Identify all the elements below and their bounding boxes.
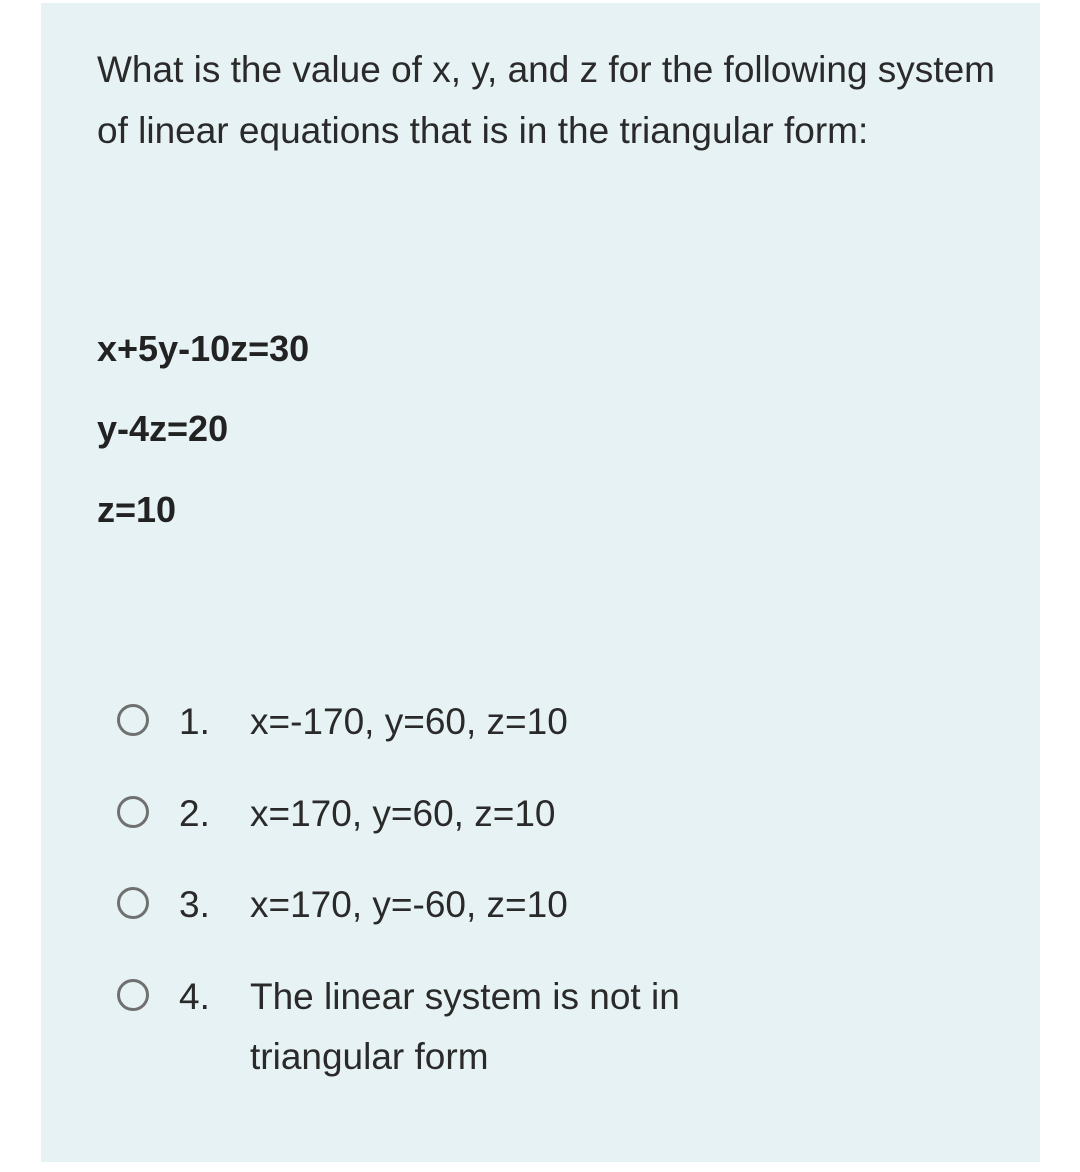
- radio-button-option-4[interactable]: [117, 979, 149, 1011]
- option-number: 1.: [179, 701, 210, 742]
- option-number: 4.: [179, 976, 210, 1017]
- option-number: 3.: [179, 884, 210, 925]
- radio-button-option-3[interactable]: [117, 887, 149, 919]
- option-label: x=170, y=-60, z=10: [250, 884, 568, 925]
- question-text: What is the value of x, y, and z for the following system of linear equations that is in the triangular form:: [97, 49, 995, 151]
- option-label: x=-170, y=60, z=10: [250, 701, 568, 742]
- option-number: 2.: [179, 793, 210, 834]
- radio-button-option-2[interactable]: [117, 796, 149, 828]
- question-card: [41, 3, 1040, 1162]
- equation-2: y-4z=20: [97, 408, 229, 449]
- equation-1: x+5y-10z=30: [97, 328, 310, 369]
- option-label: The linear system is not in triangular form: [250, 976, 680, 1077]
- option-label: x=170, y=60, z=10: [250, 793, 556, 834]
- equation-3: z=10: [97, 489, 177, 530]
- radio-button-option-1[interactable]: [117, 704, 149, 736]
